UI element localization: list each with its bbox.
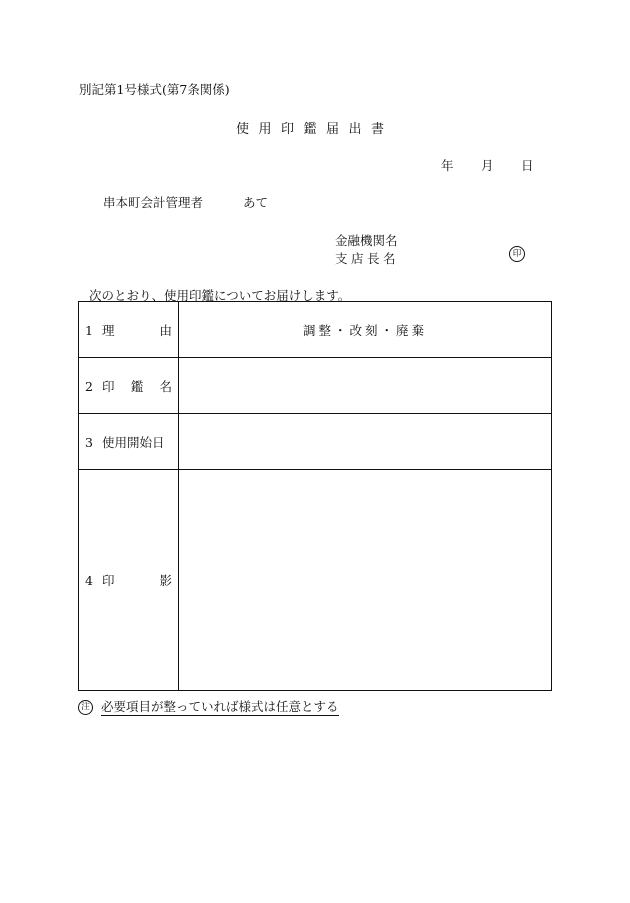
- label-part: 理: [102, 322, 115, 338]
- reason-options[interactable]: 調整・改刻・廃棄: [179, 302, 552, 358]
- row-label: [79, 302, 179, 358]
- label-part: 影: [159, 573, 172, 588]
- label-part: 由: [159, 322, 172, 338]
- date-line: [441, 156, 533, 174]
- form-table: [78, 301, 552, 691]
- date-day: 日: [520, 158, 534, 173]
- label-part: 鑑: [130, 378, 144, 394]
- row-label: [79, 358, 179, 414]
- row-number: 1: [85, 322, 93, 338]
- seal-name-field[interactable]: [179, 358, 552, 414]
- table-row-start-date: [79, 414, 552, 470]
- date-month: 月: [480, 158, 494, 173]
- table-row-seal-name: [79, 358, 552, 414]
- footnote-text: 必要項目が整っていれば様式は任意とする: [101, 699, 339, 714]
- row-label: [79, 414, 179, 470]
- intro-text: 次のとおり、使用印鑑についてお届けします。: [89, 288, 351, 303]
- footnote: [78, 697, 339, 715]
- label-part: 使用開始日: [102, 434, 165, 450]
- seal-impression-area[interactable]: [179, 470, 552, 691]
- document-title: 使用印鑑届出書: [236, 122, 394, 137]
- label-part: 印: [102, 573, 115, 588]
- table-row-reason: [79, 302, 552, 358]
- row-number: 2: [85, 378, 93, 394]
- addressee-honorific: あて: [243, 195, 269, 210]
- date-year: 年: [441, 158, 454, 173]
- branch-manager-label: 支店長名: [335, 251, 400, 266]
- note-icon: 注: [78, 700, 93, 715]
- row-number: 4: [85, 573, 93, 588]
- addressee-name: 串本町会計管理者: [103, 195, 204, 210]
- row-label: [79, 470, 179, 691]
- start-date-field[interactable]: [179, 414, 552, 470]
- seal-icon: 印: [509, 246, 525, 262]
- table-row-seal-impression: [79, 470, 552, 691]
- label-part: 名: [159, 378, 172, 394]
- label-part: 印: [102, 378, 115, 394]
- row-number: 3: [85, 434, 93, 450]
- form-number: 別記第1号様式(第7条関係): [79, 82, 230, 97]
- bank-name-label: 金融機関名: [335, 233, 398, 248]
